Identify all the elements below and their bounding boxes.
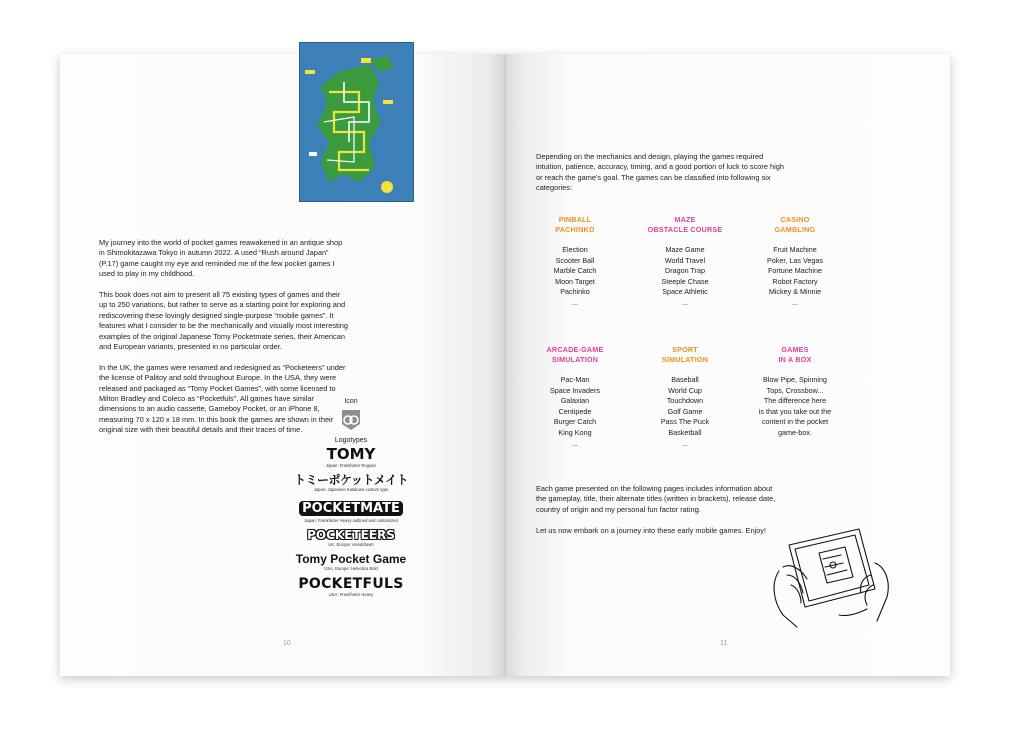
- intro-paragraph: In the UK, the games were renamed and redesigned as “Pocketeers” under the license of Palitoy and sold throughout Europe. In the USA, they were released and packaged as “Tomy Pocket Games”, with some licensed to Milton Bradley and Coleco as “Pocketfuls”. All games have similar dimensions to an audio cassette, Gameboy Pocket, or an iPhone 8, measuring 70 x 120 x 18 mm. In this book the games are shown in their original size with their beautiful details and their traces of time.: [99, 362, 346, 435]
- logotype-caption: Japan: Frankfurter Regular: [325, 463, 377, 468]
- right-intro-text: Depending on the mechanics and design, playing the games required intuition, patience, accuracy, timing, and a good portion of luck to score high or reach the game's goal. The games can be classified into following six categories:: [536, 152, 785, 193]
- logotype-caption: USA: Frankfurter Heavy: [328, 592, 374, 597]
- category-item: game-box.: [778, 427, 812, 437]
- logotype-name: トミーポケットメイト: [293, 473, 409, 487]
- category-item: ...: [572, 297, 578, 307]
- outro-paragraph: Each game presented on the following pages includes information about the gameplay, title, their alternate titles (written in brackets), release date, country of origin and my personal fun factor rating.: [536, 484, 776, 514]
- logotype-name: Tomy Pocket Game: [295, 552, 407, 566]
- category-item: Mickey & Minnie: [768, 287, 822, 297]
- category-arcade: [520, 345, 630, 449]
- category-title: PINBALL PACHINKO: [555, 215, 595, 234]
- hands-holding-game-illustration: [767, 523, 897, 628]
- category-maze: [630, 215, 740, 309]
- outro-paragraph: Let us now embark on a journey into these early mobile games. Enjoy!: [536, 525, 767, 535]
- category-item: Election: [562, 245, 588, 254]
- category-item: Golf Game: [667, 406, 703, 416]
- category-item: Tops, Crossbow...: [766, 385, 824, 395]
- category-sport: [630, 345, 740, 449]
- rush-around-japan-map-illustration: [299, 42, 414, 202]
- category-title: CASINO GAMBLING: [774, 215, 816, 234]
- category-pinball: [520, 215, 630, 309]
- category-item: Blow Pipe, Spinning: [763, 375, 827, 384]
- category-item: Fortune Machine: [768, 266, 822, 276]
- icon-label: Icon: [344, 398, 358, 405]
- category-item: Space Invaders: [550, 385, 600, 395]
- logo-badge-icon: [341, 409, 361, 431]
- category-item: Pass The Puck: [660, 417, 710, 427]
- category-item: ...: [792, 297, 798, 307]
- category-item: is that you take out the: [758, 406, 832, 416]
- category-item: Poker, Las Vegas: [767, 255, 823, 265]
- logotype-name: POCKETEERS: [307, 528, 395, 542]
- logotype-katakana: [286, 474, 416, 492]
- logotype-name: POCKETMATE: [299, 501, 403, 516]
- logotype-pocketeers: [286, 529, 416, 547]
- category-item: Basketball: [668, 427, 702, 437]
- logotype-name: TOMY: [326, 445, 376, 463]
- category-item: content in the pocket: [761, 417, 829, 427]
- category-item: Space Athletic: [662, 287, 708, 297]
- logotype-tomy-pocket-game: [286, 553, 416, 571]
- category-items: [630, 375, 740, 449]
- category-items: [740, 245, 850, 309]
- category-title: SPORT SIMULATION: [661, 345, 709, 364]
- category-item: Burger Catch: [553, 417, 597, 427]
- category-items: [520, 375, 630, 449]
- logotype-name: POCKETFULS: [298, 576, 404, 592]
- category-item: Centipede: [558, 406, 592, 416]
- logotype-caption: Japan: Japanese Katakana custom type: [313, 487, 389, 492]
- intro-paragraph: My journey into the world of pocket games reawakened in an antique shop in Shimokitazawa Tokyo in autumn 2022. A used “Rush around Japan” (P.17) game caught my eye and reminded me of the few pocket games I used to play in my childhood.: [99, 238, 343, 279]
- logotypes-column: [286, 398, 416, 597]
- category-item: Scooter Ball: [555, 255, 595, 265]
- category-item: Touchdown: [666, 396, 704, 406]
- category-item: World Travel: [664, 255, 706, 265]
- category-item: ...: [682, 297, 688, 307]
- category-item: King Kong: [558, 427, 592, 437]
- category-title: GAMES IN A BOX: [778, 345, 812, 364]
- category-item: Robot Factory: [772, 276, 818, 286]
- category-row: [520, 345, 850, 449]
- category-item: Maze Game: [665, 245, 705, 254]
- right-outro-text: [536, 484, 781, 546]
- category-item: ...: [682, 438, 688, 448]
- book-fold: [504, 54, 506, 676]
- category-item: Baseball: [671, 375, 699, 384]
- category-item: Marble Catch: [553, 266, 597, 276]
- logotype-pocketfuls: [286, 577, 416, 597]
- logotype-caption: USA, Europe: Helvetica Bold: [324, 566, 378, 571]
- logotype-pocketmate: [286, 495, 416, 523]
- category-casino: [740, 215, 850, 309]
- category-title: MAZE OBSTACLE COURSE: [647, 215, 723, 234]
- category-items: [740, 375, 850, 439]
- category-item: ...: [572, 438, 578, 448]
- category-item: Pachinko: [560, 287, 590, 297]
- category-row: [520, 215, 850, 309]
- category-items: [520, 245, 630, 309]
- logotype-tomy: [286, 447, 416, 468]
- category-item: World Cup: [668, 385, 702, 395]
- category-item: Fruit Machine: [773, 245, 817, 254]
- category-item: Dragon Trap: [665, 266, 705, 276]
- logotypes-label: Logotypes: [334, 437, 368, 444]
- category-items: [630, 245, 740, 309]
- category-title: ARCADE-GAME SIMULATION: [546, 345, 604, 364]
- page-number-left: 10: [283, 640, 291, 647]
- logotype-caption: UK, Europe: Handdrawn: [328, 542, 374, 547]
- category-item: Pac-Man: [560, 375, 590, 384]
- intro-paragraph: This book does not aim to present all 75 existing types of games and their up to 250 variations, but rather to serve as a starting point for exploring and rediscovering these lovingly designed single-purpose “mobile games”. It features what I consider to be the mechanically and visually most interesting examples of the original Japanese Tomy Pocketmate series, their American and European variants, presented in no particular order.: [99, 290, 348, 352]
- category-item: Moon Target: [555, 276, 595, 286]
- category-games-in-a-box: [740, 345, 850, 449]
- category-item: Galaxian: [560, 396, 590, 406]
- page-number-right: 11: [720, 640, 728, 647]
- category-item: Steeple Chase: [661, 276, 709, 286]
- logotype-caption: Japan: Frankfurter Heavy outlined and customized: [304, 518, 398, 523]
- category-item: The difference here: [763, 396, 827, 406]
